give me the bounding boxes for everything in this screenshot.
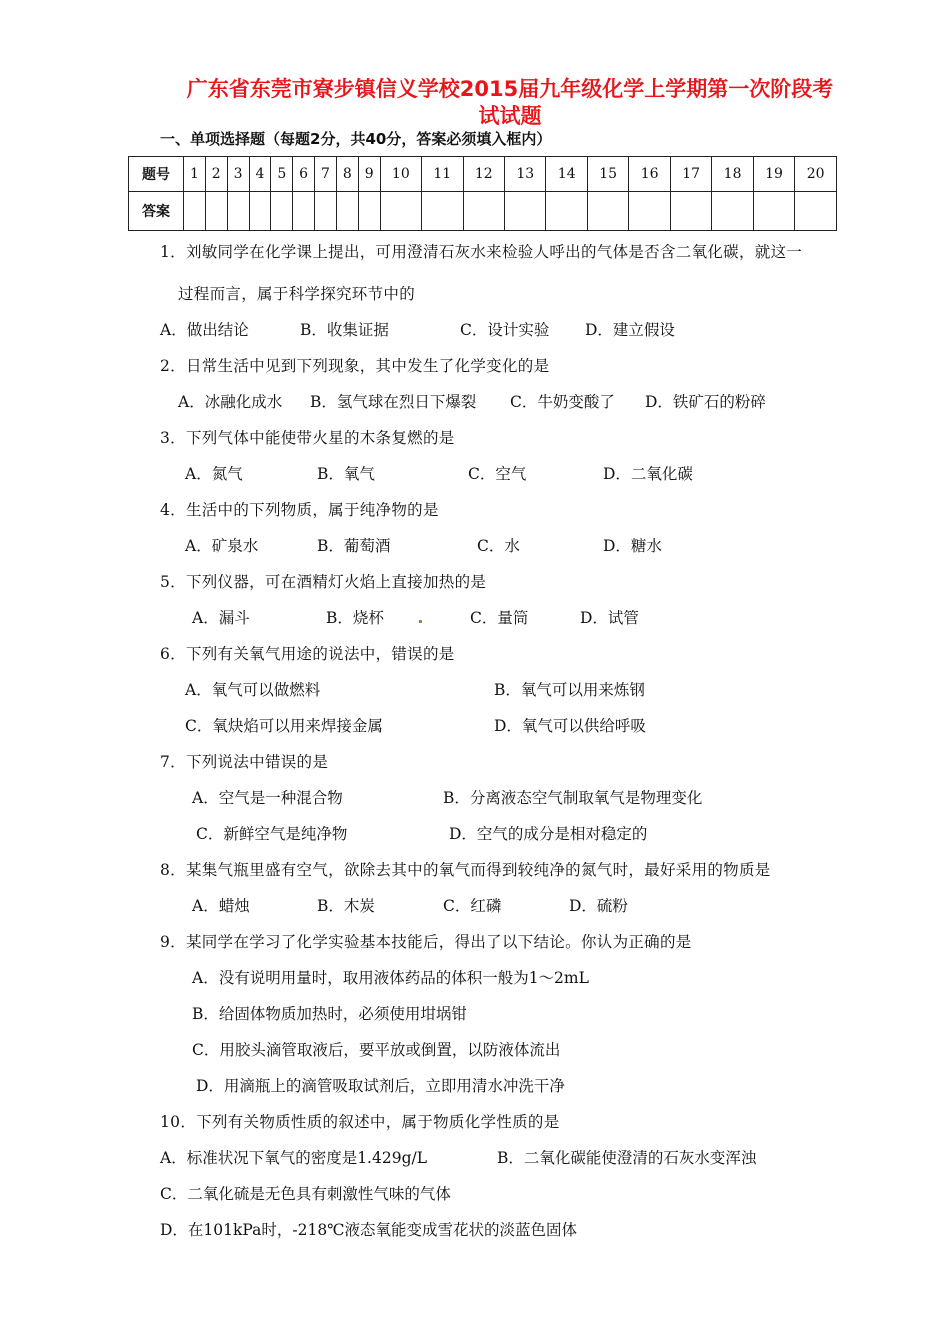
number-cell: 4 [249, 157, 271, 192]
q4-option-c: C．水 [477, 537, 520, 555]
q1-option-b: B．收集证据 [300, 321, 389, 339]
answer-cell[interactable] [315, 192, 337, 231]
q6-option-c: C．氧炔焰可以用来焊接金属 [185, 717, 383, 735]
answer-cell[interactable] [753, 192, 794, 231]
number-cell: 19 [753, 157, 794, 192]
answer-table [128, 156, 837, 231]
number-cell: 10 [380, 157, 421, 192]
number-cell: 11 [422, 157, 463, 192]
answer-cell[interactable] [205, 192, 227, 231]
number-cell: 5 [271, 157, 293, 192]
answer-cell[interactable] [293, 192, 315, 231]
answer-cell[interactable] [546, 192, 587, 231]
q9-option-c: C．用胶头滴管取液后，要平放或倒置，以防液体流出 [192, 1041, 561, 1059]
q3-option-a: A．氮气 [185, 465, 243, 483]
section-heading: 一、单项选择题（每题2分，共40分，答案必须填入框内） [160, 130, 552, 148]
number-cell: 14 [546, 157, 587, 192]
number-cell: 17 [670, 157, 711, 192]
q6-option-d: D．氧气可以供给呼吸 [494, 717, 646, 735]
answer-cell[interactable] [587, 192, 628, 231]
q10-option-c: C．二氧化硫是无色具有刺激性气味的气体 [160, 1185, 451, 1203]
q4-option-b: B．葡萄酒 [317, 537, 391, 555]
answer-cell[interactable] [271, 192, 293, 231]
q6-option-b: B．氧气可以用来炼钢 [494, 681, 645, 699]
number-cell: 12 [463, 157, 504, 192]
q9-option-a: A．没有说明用量时，取用液体药品的体积一般为1～2mL [192, 969, 589, 987]
q8-option-a: A．蜡烛 [192, 897, 250, 915]
stray-dot [419, 620, 422, 623]
number-cell: 9 [358, 157, 380, 192]
q5-option-c: C．量筒 [470, 609, 529, 627]
q1-option-d: D．建立假设 [585, 321, 675, 339]
q2-option-c: C．牛奶变酸了 [510, 393, 615, 411]
q2-option-a: A．冰融化成水 [178, 393, 283, 411]
q5-stem: 5．下列仪器，可在酒精灯火焰上直接加热的是 [160, 573, 487, 591]
q7-stem: 7．下列说法中错误的是 [160, 753, 329, 771]
q1-option-c: C．设计实验 [460, 321, 550, 339]
q7-option-a: A．空气是一种混合物 [192, 789, 343, 807]
q7-option-b: B．分离液态空气制取氧气是物理变化 [443, 789, 703, 807]
number-cell: 7 [315, 157, 337, 192]
q10-stem: 10．下列有关物质性质的叙述中，属于物质化学性质的是 [160, 1113, 560, 1131]
q8-stem: 8．某集气瓶里盛有空气，欲除去其中的氧气而得到较纯净的氮气时，最好采用的物质是 [160, 861, 771, 879]
number-cell: 18 [712, 157, 753, 192]
q3-option-b: B．氧气 [317, 465, 375, 483]
number-cell: 13 [505, 157, 546, 192]
answer-cell[interactable] [712, 192, 753, 231]
q10-option-d: D．在101kPa时，-218℃液态氧能变成雪花状的淡蓝色固体 [160, 1221, 578, 1239]
q8-option-b: B．木炭 [317, 897, 375, 915]
q2-option-d: D．铁矿石的粉碎 [645, 393, 766, 411]
answer-cell[interactable] [380, 192, 421, 231]
answer-cell[interactable] [227, 192, 249, 231]
number-cell: 3 [227, 157, 249, 192]
q9-option-b: B．给固体物质加热时，必须使用坩埚钳 [192, 1005, 467, 1023]
q1-option-a: A．做出结论 [160, 321, 249, 339]
number-cell: 1 [184, 157, 206, 192]
q6-option-a: A．氧气可以做燃料 [185, 681, 321, 699]
answer-cell[interactable] [629, 192, 670, 231]
q5-option-b: B．烧杯 [326, 609, 384, 627]
q7-option-d: D．空气的成分是相对稳定的 [449, 825, 648, 843]
answer-cell[interactable] [336, 192, 358, 231]
q8-option-d: D．硫粉 [569, 897, 628, 915]
q3-option-c: C．空气 [468, 465, 527, 483]
number-cell: 8 [336, 157, 358, 192]
answer-cell[interactable] [422, 192, 463, 231]
answer-cell[interactable] [463, 192, 504, 231]
exam-title [150, 76, 870, 130]
number-header: 题号 [129, 157, 184, 192]
q5-option-d: D．试管 [580, 609, 639, 627]
number-row [129, 157, 837, 192]
q10-option-a: A．标准状况下氧气的密度是1.429g/L [160, 1149, 428, 1167]
q3-stem: 3．下列气体中能使带火星的木条复燃的是 [160, 429, 455, 447]
q2-option-b: B．氢气球在烈日下爆裂 [310, 393, 477, 411]
answer-cell[interactable] [184, 192, 206, 231]
answer-cell[interactable] [795, 192, 837, 231]
q7-option-c: C．新鲜空气是纯净物 [196, 825, 348, 843]
q6-stem: 6．下列有关氧气用途的说法中，错误的是 [160, 645, 455, 663]
answer-cell[interactable] [505, 192, 546, 231]
number-cell: 2 [205, 157, 227, 192]
title-line-1: 广东省东莞市寮步镇信义学校2015届九年级化学上学期第一次阶段考 [186, 77, 834, 101]
q9-stem: 9．某同学在学习了化学实验基本技能后，得出了以下结论。你认为正确的是 [160, 933, 692, 951]
q4-option-d: D．糖水 [603, 537, 662, 555]
title-line-2: 试试题 [478, 104, 542, 128]
answer-cell[interactable] [670, 192, 711, 231]
answer-header: 答案 [129, 192, 184, 231]
number-cell: 16 [629, 157, 670, 192]
number-cell: 6 [293, 157, 315, 192]
answer-cell[interactable] [358, 192, 380, 231]
q2-stem: 2．日常生活中见到下列现象，其中发生了化学变化的是 [160, 357, 550, 375]
answer-cell[interactable] [249, 192, 271, 231]
answer-row [129, 192, 837, 231]
q1-stem-line1: 1．刘敏同学在化学课上提出，可用澄清石灰水来检验人呼出的气体是否含二氧化碳，就这一 [160, 243, 803, 261]
q4-option-a: A．矿泉水 [185, 537, 259, 555]
number-cell: 15 [587, 157, 628, 192]
q5-option-a: A．漏斗 [192, 609, 250, 627]
number-cell: 20 [795, 157, 837, 192]
q1-stem-line2: 过程而言，属于科学探究环节中的 [178, 285, 416, 303]
q10-option-b: B．二氧化碳能使澄清的石灰水变浑浊 [497, 1149, 757, 1167]
q3-option-d: D．二氧化碳 [603, 465, 693, 483]
q9-option-d: D．用滴瓶上的滴管吸取试剂后，立即用清水冲洗干净 [196, 1077, 565, 1095]
q8-option-c: C．红磷 [443, 897, 502, 915]
q4-stem: 4．生活中的下列物质，属于纯净物的是 [160, 501, 439, 519]
